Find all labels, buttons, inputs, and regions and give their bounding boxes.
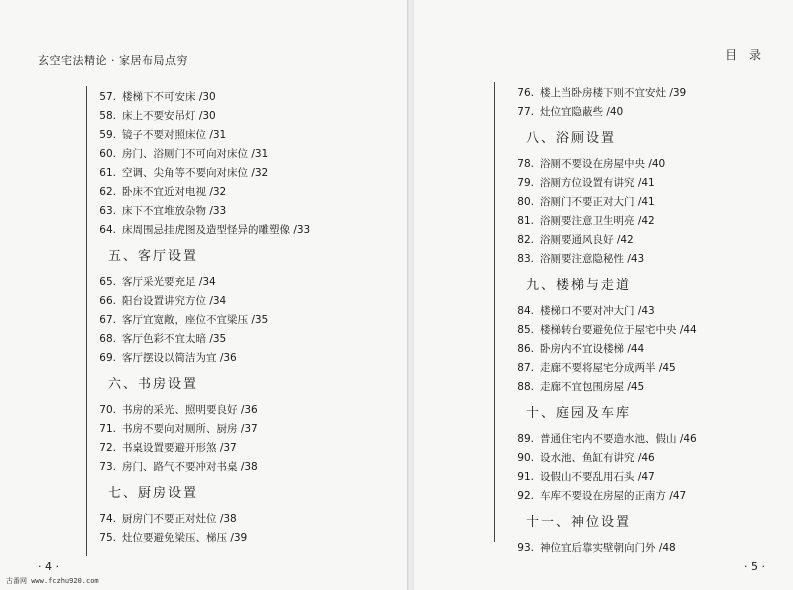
toc-entry-title: 走廊不宜包围房屋 /45 [540,381,645,393]
toc-entry-number: 81. [517,215,534,227]
toc-entry-number: 87. [517,362,534,374]
toc-entry-number: 91. [517,471,534,483]
left-running-head: 玄空宅法精论 · 家居布局点穷 [38,54,188,67]
toc-entry-title: 阳台设置讲究方位 /34 [122,295,227,307]
toc-entry-number: 63. [99,205,116,217]
toc-entry-number: 92. [517,490,534,502]
toc-entry [82,221,382,240]
toc-entry-title: 空调、尖角等不要向对床位 /32 [122,167,269,179]
toc-section-heading: 七、厨房设置 [108,486,199,501]
toc-entry [82,126,382,145]
toc-entry-number: 68. [99,333,116,345]
toc-entry-title: 书房不要向对厕所、厨房 /37 [122,423,258,435]
book-gutter [407,0,414,590]
toc-entry [500,449,790,468]
left-toc-list [82,88,382,548]
right-page-number: · 5 · [744,560,765,573]
toc-entry [82,458,382,477]
toc-entry-number: 62. [99,186,116,198]
toc-entry-number: 58. [99,110,116,122]
toc-entry-title: 书桌设置要避开形煞 /37 [122,442,237,454]
toc-entry-title: 灶位宜隐蔽些 /40 [540,106,624,118]
toc-entry [500,539,790,558]
toc-entry-title: 浴厕不要设在房屋中央 /40 [540,158,666,170]
toc-entry-title: 浴厕要注意卫生明亮 /42 [540,215,655,227]
left-page-number: · 4 · [38,560,59,573]
toc-entry-number: 73. [99,461,116,473]
toc-entry-title: 床上不要安吊灯 /30 [122,110,216,122]
toc-entry-title: 床周围忌挂虎图及造型怪异的雕塑像 /33 [122,224,311,236]
toc-entry [500,468,790,487]
toc-entry-number: 71. [99,423,116,435]
right-running-head: 目 录 [725,48,765,62]
toc-entry [82,311,382,330]
toc-entry [500,212,790,231]
toc-entry-title: 楼上当卧房楼下则不宜安灶 /39 [540,87,687,99]
toc-entry [500,250,790,269]
toc-entry-title: 浴厕门不要正对大门 /41 [540,196,655,208]
toc-entry-title: 客厅采光要充足 /34 [122,276,216,288]
toc-entry [82,510,382,529]
toc-entry-number: 77. [517,106,534,118]
toc-entry-title: 楼梯口不要对冲大门 /43 [540,305,655,317]
toc-entry [82,202,382,221]
toc-entry-title: 普通住宅内不要造水池、假山 /46 [540,433,697,445]
toc-entry-number: 72. [99,442,116,454]
site-watermark: 古番网 www.fczhu920.com [6,577,99,585]
toc-entry-title: 车库不要设在房屋的正南方 /47 [540,490,687,502]
toc-entry-title: 浴厕要注意隐秘性 /43 [540,253,645,265]
toc-entry-title: 客厅摆设以简洁为宜 /36 [122,352,237,364]
toc-entry-number: 66. [99,295,116,307]
toc-entry [82,439,382,458]
toc-entry-number: 65. [99,276,116,288]
toc-entry [82,273,382,292]
toc-section-heading: 十、庭园及车库 [526,406,632,421]
toc-section-heading: 十一、神位设置 [526,515,632,530]
toc-entry-title: 卧床不宜近对电视 /32 [122,186,227,198]
toc-entry [82,183,382,202]
toc-section-heading: 九、楼梯与走道 [526,278,632,293]
toc-entry-number: 75. [99,532,116,544]
toc-entry [82,107,382,126]
toc-entry-title: 灶位要避免梁压、梯压 /39 [122,532,248,544]
toc-entry [82,420,382,439]
toc-entry-number: 88. [517,381,534,393]
toc-entry [500,487,790,506]
toc-entry [500,84,790,103]
toc-entry [500,155,790,174]
toc-entry-number: 89. [517,433,534,445]
toc-entry [82,349,382,368]
toc-entry [500,193,790,212]
toc-entry-title: 床下不宜堆放杂物 /33 [122,205,227,217]
toc-entry-title: 神位宜后靠实壁朝向门外 /48 [540,542,676,554]
toc-entry [500,174,790,193]
toc-entry [500,430,790,449]
toc-entry-number: 80. [517,196,534,208]
toc-entry [500,359,790,378]
toc-entry [500,378,790,397]
toc-entry-title: 浴厕要通风良好 /42 [540,234,634,246]
toc-entry-number: 76. [517,87,534,99]
toc-entry-number: 64. [99,224,116,236]
toc-entry-title: 镜子不要对照床位 /31 [122,129,227,141]
toc-entry-title: 书房的采光、照明要良好 /36 [122,404,258,416]
toc-entry [500,103,790,122]
toc-entry [500,231,790,250]
toc-entry-title: 客厅宜宽敞，座位不宜梁压 /35 [122,314,269,326]
toc-entry-number: 93. [517,542,534,554]
toc-entry [82,292,382,311]
toc-entry-title: 卧房内不宜设楼梯 /44 [540,343,645,355]
toc-entry-title: 设假山不要乱用石头 /47 [540,471,655,483]
toc-entry-number: 61. [99,167,116,179]
toc-entry [82,529,382,548]
toc-entry-title: 设水池、鱼缸有讲究 /46 [540,452,655,464]
toc-entry-number: 86. [517,343,534,355]
toc-entry-number: 84. [517,305,534,317]
toc-entry-number: 85. [517,324,534,336]
toc-entry [500,340,790,359]
toc-entry-number: 70. [99,404,116,416]
toc-entry-title: 楼梯转台要避免位于屋宅中央 /44 [540,324,697,336]
toc-entry-number: 82. [517,234,534,246]
toc-entry-title: 浴厕方位设置有讲究 /41 [540,177,655,189]
toc-entry-title: 房门、路气不要冲对书桌 /38 [122,461,258,473]
toc-entry-number: 74. [99,513,116,525]
toc-entry-number: 79. [517,177,534,189]
toc-section-heading: 六、书房设置 [108,377,199,392]
toc-entry-title: 走廊不要将屋宅分成两半 /45 [540,362,676,374]
right-margin-rule [494,82,495,542]
toc-entry [82,88,382,107]
toc-entry [82,330,382,349]
toc-entry [82,164,382,183]
toc-entry-number: 78. [517,158,534,170]
toc-entry-number: 83. [517,253,534,265]
toc-entry [82,401,382,420]
toc-entry-number: 60. [99,148,116,160]
toc-entry-title: 房门、浴厕门不可向对床位 /31 [122,148,269,160]
toc-section-heading: 八、浴厕设置 [526,131,617,146]
toc-entry-title: 客厅色彩不宜太暗 /35 [122,333,227,345]
right-toc-list [500,84,790,558]
toc-entry-number: 67. [99,314,116,326]
toc-entry [500,302,790,321]
toc-entry [500,321,790,340]
toc-section-heading: 五、客厅设置 [108,249,199,264]
toc-entry-number: 59. [99,129,116,141]
toc-entry [82,145,382,164]
toc-entry-title: 楼梯下不可安床 /30 [122,91,216,103]
toc-entry-title: 厨房门不要正对灶位 /38 [122,513,237,525]
toc-entry-number: 69. [99,352,116,364]
toc-entry-number: 57. [99,91,116,103]
toc-entry-number: 90. [517,452,534,464]
